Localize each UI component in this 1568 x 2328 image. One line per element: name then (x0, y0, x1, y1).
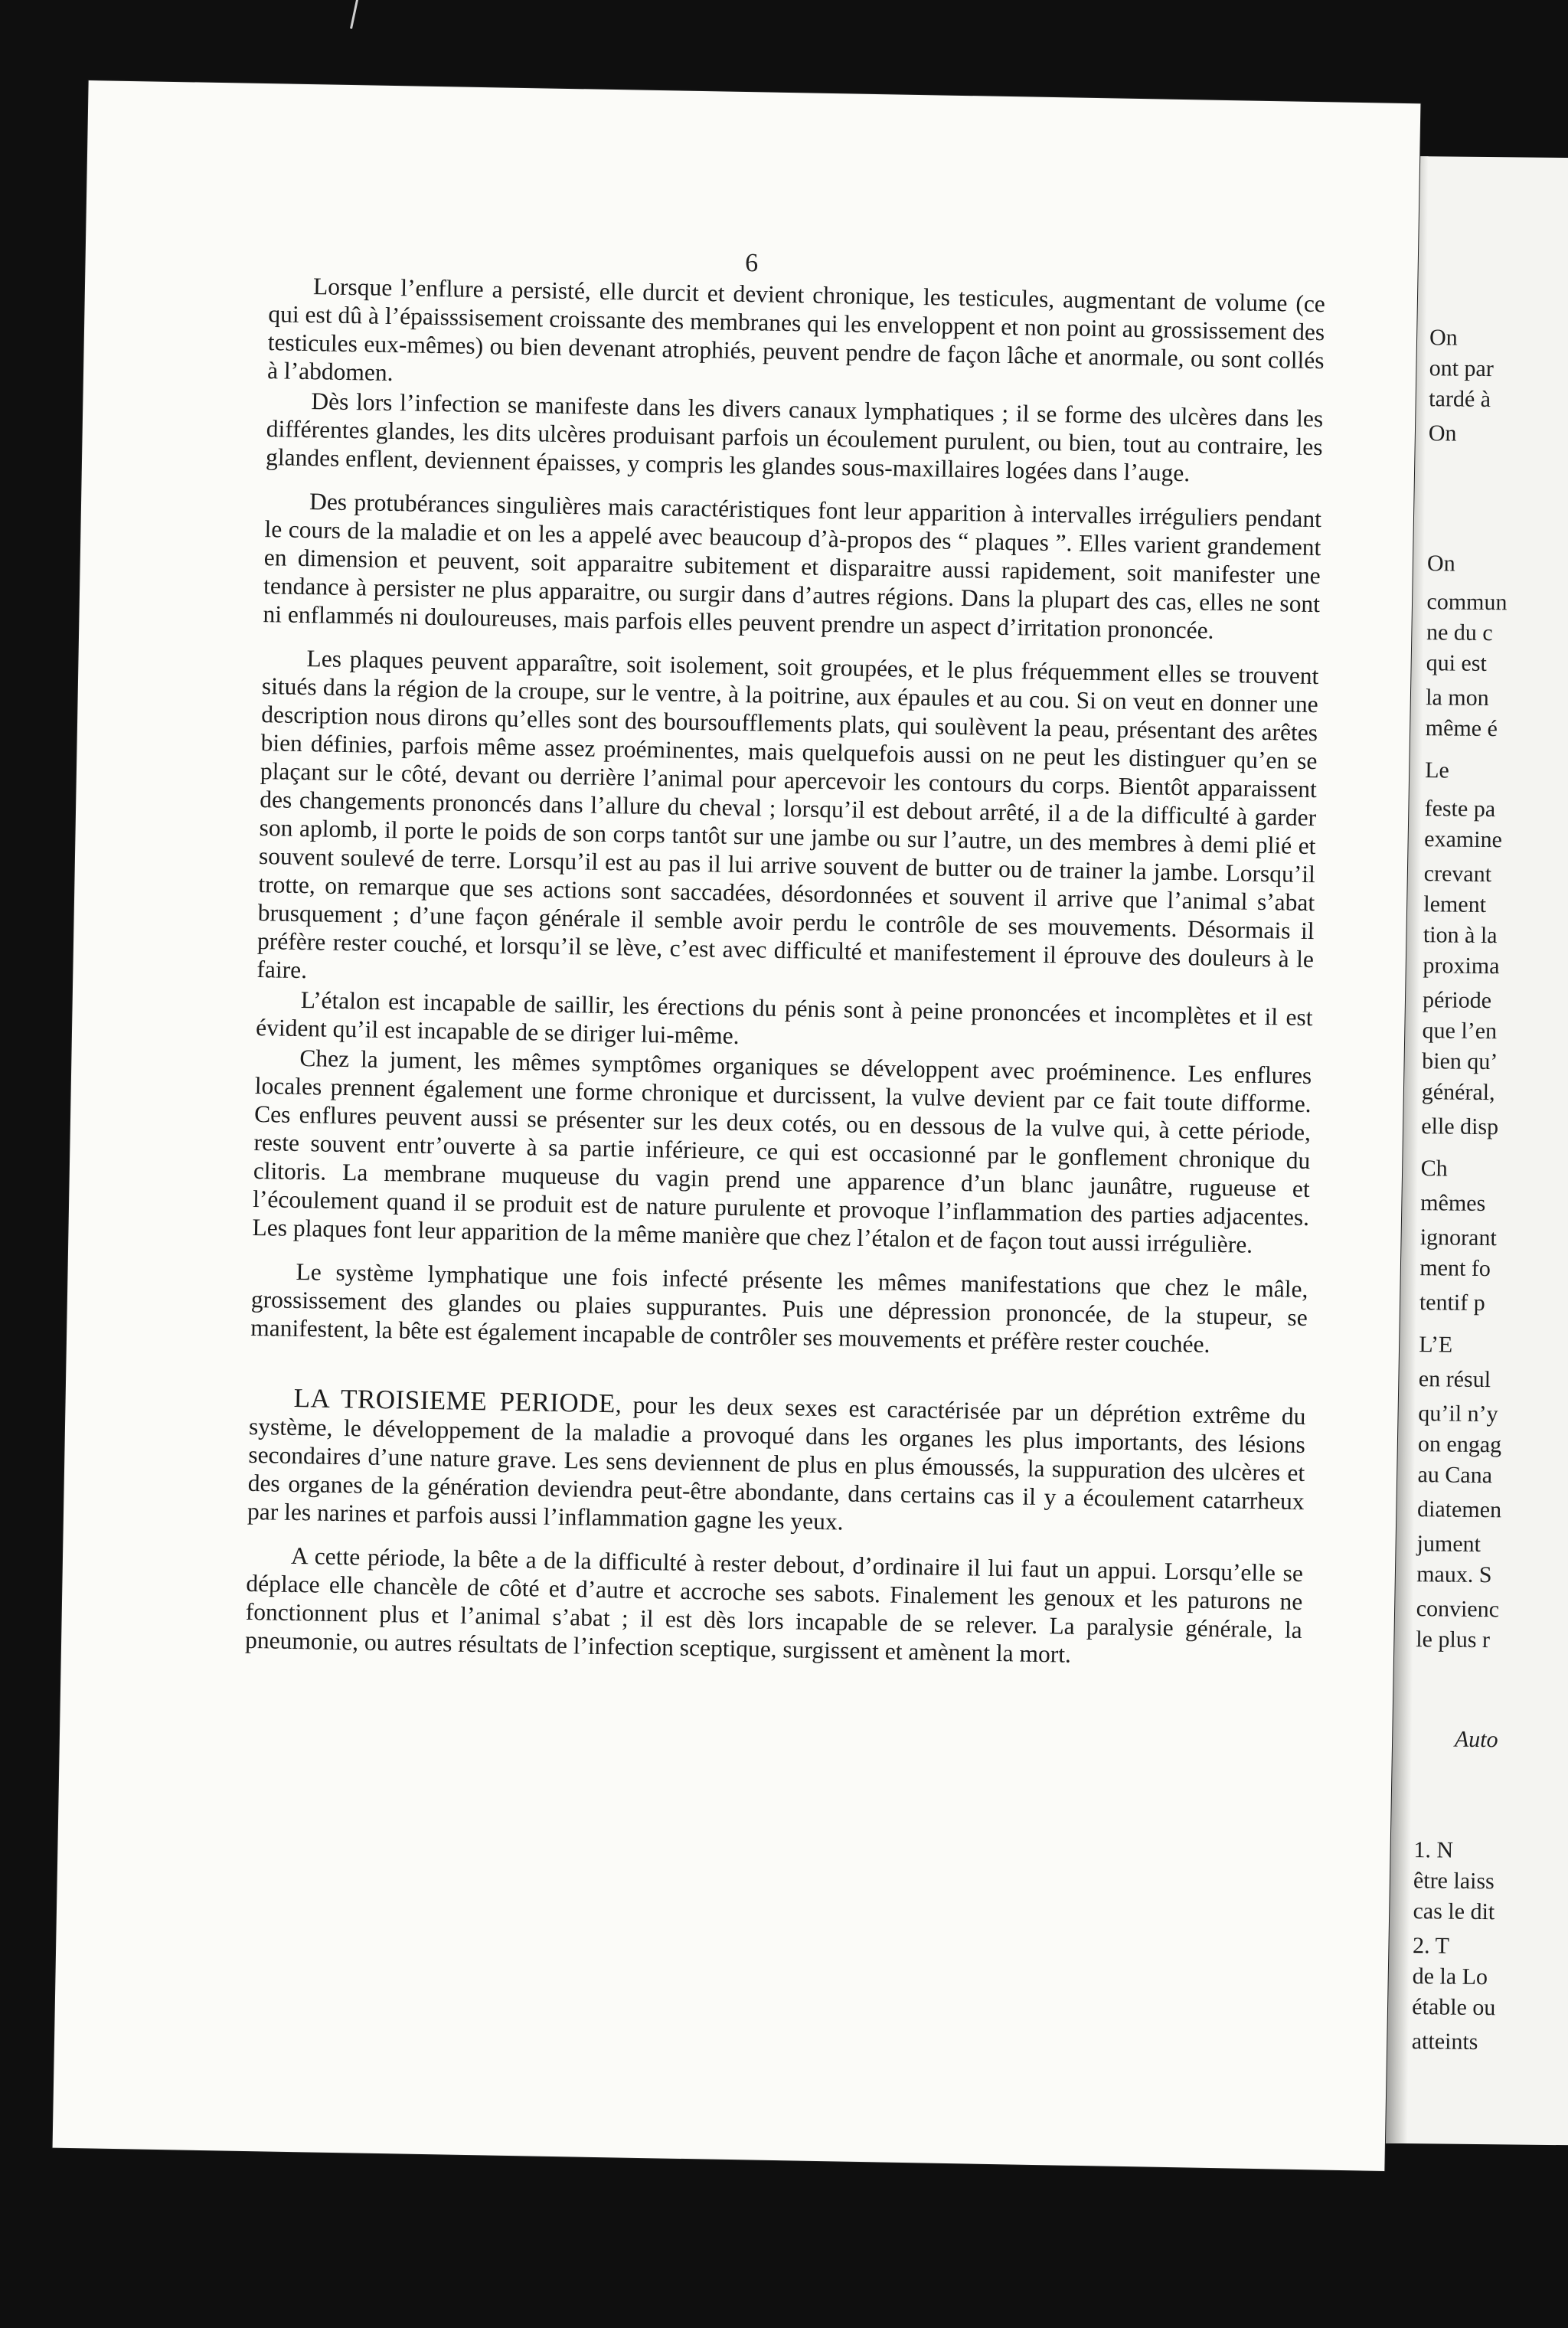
right-page-text-fragment: période (1422, 987, 1492, 1014)
right-page-text-fragment: cas le dit (1413, 1898, 1495, 1925)
right-page-text-fragment: proxima (1423, 953, 1500, 979)
right-page-text-fragment: le plus r (1416, 1627, 1491, 1653)
right-page-text-fragment: On (1428, 420, 1457, 446)
right-page-text-fragment: étable ou (1412, 1994, 1496, 2021)
right-page-text-fragment: ont par (1429, 355, 1494, 382)
right-page-text-fragment: examine (1424, 826, 1503, 853)
right-page-text-fragment: mêmes (1420, 1190, 1486, 1217)
right-page-text-fragment: même é (1425, 715, 1498, 742)
paragraph: Dès lors l’infection se manifeste dans les divers canaux lymphatiques ; il se forme des ulcères dans les différentes glandes, les dits ulcères produisant parfois un écoulement purulent, ou bien, tout au contraire, les glandes enflent, deviennent épaisses, y compris les glandes sous-maxillaires logées dans l’auge. (265, 387, 1324, 487)
right-page-text-fragment: On (1426, 551, 1455, 577)
right-page-text-fragment: de la Lo (1412, 1963, 1488, 1990)
right-page-text-fragment: commun (1426, 589, 1508, 616)
paragraph: A cette période, la bête a de la difficulté à rester debout, d’ordinaire il lui faut un appui. Lorsqu’elle se déplace elle chancèle de côté et d’autre et accroche ses sabots. Finalement les genoux et les paturons ne fonctionnent plus et l’animal s’abat ; il est dès lors incapable de se relever. La paralysie générale, la pneumonie, ou autres résultats de l’infection sceptique, surgissent et amènent la mort. (244, 1542, 1304, 1668)
right-page-text-fragment: elle disp (1421, 1113, 1499, 1140)
right-page-text-fragment: tardé à (1429, 386, 1491, 413)
page-number: 6 (744, 249, 759, 278)
right-page-text-fragment: au Cana (1417, 1462, 1493, 1489)
right-page-text-fragment: qui est (1426, 650, 1488, 677)
right-page-text-fragment: Auto (1454, 1726, 1498, 1753)
right-page-text-fragment: maux. S (1416, 1561, 1492, 1588)
right-page-text-fragment: atteints (1411, 2029, 1478, 2055)
paragraph: Chez la jument, les mêmes symptômes organiques se développent avec proéminence. Les enflures locales prennent également une forme chronique et durcissent, la vulve devient par ce fait toute difforme. Ces enflures peuvent aussi se présenter sur les deux cotés, ou en dessous de la vulve qui, à cette période, reste souvent entr’ouverte à sa partie inférieure, ce qui est occasionné par le gonflement chronique du clitoris. La membrane muqueuse du vagin prend une apparence d’un blanc jaunâtre, rugueuse et l’écoulement quand il se produit est de nature purulente et provoque l’inflammation des parties adjacentes. Les plaques font leur apparition de la même manière que chez l’étalon et de façon tout aussi irrégulière. (252, 1045, 1312, 1258)
right-page-text-fragment: ne du c (1426, 620, 1493, 646)
main-page (53, 80, 1421, 2171)
right-page-text-fragment: convienc (1416, 1596, 1500, 1623)
right-page-text-fragment: ignorant (1419, 1224, 1497, 1251)
right-page-text-fragment: en résul (1418, 1366, 1491, 1393)
right-page-text-fragment: qu’il n’y (1418, 1401, 1498, 1427)
section-text: , pour les deux sexes est caractérisée par un déprétion extrême du système, le développement de la maladie a provoqué dans les organes les plus importants, des lésions secondaires d’une nature grave. Les sens deviennent de plus en plus émoussés, la suppuration des ulcères et des organes de la génération deviendra peut-être abondante, dans certains cas il y a écoulement catarrheux par les narines et parfois aussi l’inflammation gagne les yeux. (247, 1391, 1306, 1535)
right-page-text-fragment: 1. N (1413, 1837, 1454, 1863)
paragraph: Des protubérances singulières mais caractéristiques font leur apparition à intervalles irréguliers pendant le cours de la maladie et on les a appelé avec beaucoup d’à-propos des “ plaques ”. Elles varient grandement en dimension et peuvent, soit apparaitre subitement et disparaitre aussi rapidement, soit manifester une tendance à persister ne plus apparaitre, ou surgir dans d’autres régions. Dans la plupart des cas, elles ne sont ni enflammés ni douloureuses, mais parfois elles peuvent prendre un aspect d’irritation prononcée. (263, 488, 1322, 644)
body-text (245, 271, 1325, 1674)
right-page-text-fragment: feste pa (1424, 796, 1496, 822)
right-page-text-fragment: que l’en (1422, 1018, 1498, 1045)
paragraph: L’étalon est incapable de saillir, les érections du pénis sont à peine prononcées et incomplètes et il est évident qu’il est incapable de se diriger lui-même. (255, 986, 1313, 1050)
right-page-text-fragment: bien qu’ (1422, 1048, 1498, 1075)
right-page-text-fragment: diatemen (1416, 1496, 1502, 1523)
right-page-text-fragment: L’E (1419, 1332, 1453, 1358)
right-page-text-fragment: On (1429, 325, 1458, 351)
right-page-text-fragment: être laiss (1413, 1868, 1494, 1895)
right-page-text-fragment: crevant (1423, 861, 1492, 888)
paragraph: Les plaques peuvent apparaître, soit isolement, soit groupées, et le plus fréquemment elles se trouvent situés dans la région de la croupe, sur le ventre, à la poitrine, aux épaules et au cou. Si on veut en donner une description nous dirons qu’elles sont des boursoufflements plats, qui soulèvent la peau, présentant des arêtes bien définies, parfois même assez proéminentes, mais quelquefois aussi on ne peut les distinguer qu’en se plaçant sur le côté, devant ou derrière l’animal pour apercevoir les contours du corps. Bientôt apparaissent des changements prononcés dans l’allure du cheval ; lorsqu’il est debout arrêté, il a de la difficulté à garder son aplomb, il porte le poids de son corps tantôt sur une jambe ou sur l’autre, un des membres à demi plié et souvent soulevé de terre. Lorsqu’il est au pas il lui arrive souvent de butter ou de trainer la jambe. Lorsqu’il trotte, on remarque que ses actions sont saccadées, désordonnées et souvent il arrive que l’animal s’abat brusquement ; d’une façon générale il semble avoir perdu le contrôle de ses mouvements. Désormais il préfère rester couché, et lorsqu’il se lève, c’est avec difficulté et manifestement il éprouve des douleurs à le faire. (256, 645, 1319, 984)
right-page-text-fragment: Le (1425, 757, 1450, 783)
right-page-text-fragment: jument (1416, 1531, 1481, 1557)
right-page-text-fragment: général, (1421, 1079, 1495, 1106)
right-page-text-fragment: la mon (1426, 685, 1489, 711)
right-page-text-fragment: lement (1423, 891, 1487, 918)
paragraph: Le système lymphatique une fois infecté présente les mêmes manifestations que chez le mâle, grossissement des glandes ou plaies suppurantes. Puis une dépression prononcée, de la stupeur, se manifestent, la bête est également incapable de contrôler ses mouvements et préfère rester couchée. (250, 1257, 1308, 1358)
paragraph: Lorsque l’enflure a persisté, elle durcit et devient chronique, les testicules, augmentant de volume (ce qui est dû à l’épaisssisement croissante des membranes qui les enveloppent et non point au grossissement des testicules eux-mêmes) ou bien devenant atrophiés, peuvent pendre de façon lâche et anormale, ou sont collés à l’abdomen. (266, 273, 1326, 387)
right-page-text-fragment: tion à la (1423, 922, 1498, 949)
right-page-text-fragment: 2. T (1412, 1933, 1450, 1959)
right-page-text-fragment: Ch (1420, 1156, 1448, 1182)
right-page-text-fragment: on engag (1417, 1431, 1502, 1458)
section-title: LA TROISIEME PERIODE (293, 1382, 616, 1419)
right-page-text-fragment: ment fo (1419, 1255, 1491, 1282)
right-page-text-fragment: tentif p (1419, 1290, 1485, 1316)
section-paragraph (247, 1383, 1306, 1544)
